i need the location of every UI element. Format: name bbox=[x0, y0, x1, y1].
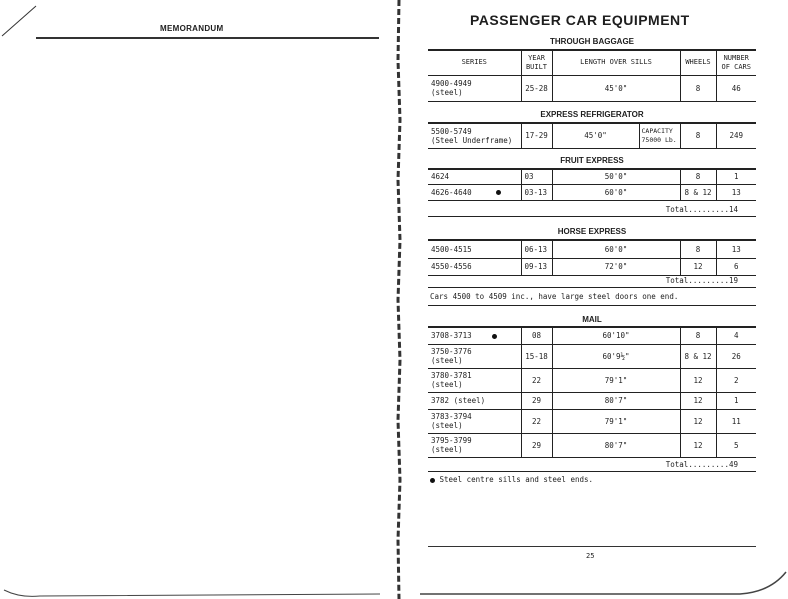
length-cell: 80'7" bbox=[552, 433, 680, 457]
section-rule bbox=[428, 287, 756, 288]
wheels-cell: 12 bbox=[680, 368, 716, 392]
wheels-cell: 8 & 12 bbox=[680, 184, 716, 200]
cars-cell: 13 bbox=[716, 184, 756, 200]
section-horse-express: HORSE EXPRESS bbox=[557, 227, 627, 236]
length-cell: 60'9½" bbox=[552, 344, 680, 368]
express-refrigerator-table bbox=[428, 124, 756, 149]
bullet-icon bbox=[492, 334, 497, 339]
section-through-baggage: THROUGH BAGGAGE bbox=[550, 37, 634, 46]
table-header-row bbox=[428, 51, 756, 75]
cars-cell: 46 bbox=[716, 75, 756, 101]
table-row bbox=[428, 258, 756, 275]
cars-cell: 26 bbox=[716, 344, 756, 368]
cars-cell: 5 bbox=[716, 433, 756, 457]
year-cell: 22 bbox=[521, 368, 552, 392]
length-cell: 45'0" bbox=[552, 124, 639, 148]
header-wheels: WHEELS bbox=[680, 51, 716, 75]
bullet-icon bbox=[496, 190, 501, 195]
horse-express-note: Cars 4500 to 4509 inc., have large steel doors one end. bbox=[430, 292, 679, 301]
series-cell: 4550-4556 bbox=[431, 262, 472, 271]
horse-express-total: Total.........19 bbox=[665, 276, 738, 285]
wheels-cell: 8 bbox=[680, 328, 716, 344]
header-length: LENGTH OVER SILLS bbox=[552, 51, 680, 75]
series-cell: 3708-3713 bbox=[428, 328, 521, 344]
book-gutter bbox=[392, 0, 406, 599]
fruit-express-total: Total.........14 bbox=[665, 205, 738, 214]
memorandum-heading: MEMORANDUM bbox=[160, 24, 224, 33]
length-cell: 60'0" bbox=[552, 184, 680, 200]
page-number: 25 bbox=[586, 552, 595, 560]
length-cell: 45'0" bbox=[552, 75, 680, 101]
series-cell: 3795-3799 (steel) bbox=[431, 436, 472, 454]
through-baggage-table bbox=[428, 51, 756, 102]
wheels-cell: 12 bbox=[680, 258, 716, 275]
year-cell: 22 bbox=[521, 409, 552, 433]
wheels-cell: 8 bbox=[680, 75, 716, 101]
series-cell: 3782 (steel) bbox=[431, 396, 486, 405]
series-cell: 3783-3794 (steel) bbox=[431, 412, 472, 430]
year-cell: 17-29 bbox=[521, 124, 552, 148]
header-year-built: YEAR BUILT bbox=[521, 51, 552, 75]
cars-cell: 2 bbox=[716, 368, 756, 392]
mail-total: Total.........49 bbox=[665, 460, 738, 469]
cars-cell: 4 bbox=[716, 328, 756, 344]
series-cell: 4626-4640 bbox=[428, 184, 521, 200]
table-row bbox=[428, 124, 756, 148]
bullet-icon bbox=[430, 478, 435, 483]
cars-cell: 11 bbox=[716, 409, 756, 433]
year-cell: 29 bbox=[521, 392, 552, 409]
table-row bbox=[428, 433, 756, 457]
memorandum-rule bbox=[36, 37, 379, 39]
section-express-refrigerator: EXPRESS REFRIGERATOR bbox=[540, 110, 644, 119]
section-rule bbox=[428, 305, 756, 306]
wheels-cell: 12 bbox=[680, 409, 716, 433]
year-cell: 29 bbox=[521, 433, 552, 457]
table-row bbox=[428, 392, 756, 409]
header-number-of-cars: NUMBER OF CARS bbox=[716, 51, 756, 75]
section-fruit-express: FRUIT EXPRESS bbox=[560, 156, 624, 165]
year-cell: 03 bbox=[521, 170, 552, 184]
year-cell: 08 bbox=[521, 328, 552, 344]
table-row bbox=[428, 409, 756, 433]
header-series: SERIES bbox=[461, 58, 487, 67]
section-rule bbox=[428, 471, 756, 472]
series-cell: 4624 bbox=[431, 172, 450, 182]
length-cell: 60'10" bbox=[552, 328, 680, 344]
cars-cell: 13 bbox=[716, 241, 756, 258]
fruit-express-table bbox=[428, 170, 756, 201]
mail-table bbox=[428, 328, 756, 458]
year-cell: 25-28 bbox=[521, 75, 552, 101]
section-mail: MAIL bbox=[582, 315, 602, 324]
wheels-cell: 12 bbox=[680, 392, 716, 409]
mail-footnote: Steel centre sills and steel ends. bbox=[430, 475, 593, 484]
year-cell: 06-13 bbox=[521, 241, 552, 258]
table-row bbox=[428, 241, 756, 258]
table-row bbox=[428, 184, 756, 200]
length-cell: 50'0" bbox=[552, 170, 680, 184]
series-cell: 5500-5749 (Steel Underframe) bbox=[431, 126, 513, 145]
wheels-cell: 8 & 12 bbox=[680, 344, 716, 368]
page-title: PASSENGER CAR EQUIPMENT bbox=[470, 12, 690, 28]
series-cell: 4900-4949 (steel) bbox=[431, 79, 472, 97]
table-row bbox=[428, 344, 756, 368]
wheels-cell: 8 bbox=[680, 170, 716, 184]
length-cell: 60'0" bbox=[552, 241, 680, 258]
year-cell: 09-13 bbox=[521, 258, 552, 275]
series-cell: 4500-4515 bbox=[431, 244, 472, 254]
page-corner-crease bbox=[0, 0, 40, 40]
length-cell: 72'0" bbox=[552, 258, 680, 275]
page-bottom-rule bbox=[428, 546, 756, 547]
table-row bbox=[428, 328, 756, 344]
wheels-cell: 12 bbox=[680, 433, 716, 457]
table-row bbox=[428, 368, 756, 392]
table-row bbox=[428, 75, 756, 101]
series-cell: 3780-3781 (steel) bbox=[431, 371, 472, 389]
series-cell: 3750-3776 (steel) bbox=[431, 347, 472, 365]
cars-cell: 249 bbox=[716, 124, 756, 148]
year-cell: 03-13 bbox=[521, 184, 552, 200]
wheels-cell: 8 bbox=[680, 241, 716, 258]
horse-express-table bbox=[428, 241, 756, 276]
table-row bbox=[428, 170, 756, 184]
length-cell: 79'1" bbox=[552, 409, 680, 433]
cars-cell: 1 bbox=[716, 170, 756, 184]
year-cell: 15-18 bbox=[521, 344, 552, 368]
length-cell: 80'7" bbox=[552, 392, 680, 409]
cars-cell: 6 bbox=[716, 258, 756, 275]
length-cell: 79'1" bbox=[552, 368, 680, 392]
wheels-cell: 8 bbox=[680, 124, 716, 148]
cars-cell: 1 bbox=[716, 392, 756, 409]
section-rule bbox=[428, 216, 756, 217]
capacity-cell: CAPACITY 75000 Lb. bbox=[639, 124, 680, 148]
